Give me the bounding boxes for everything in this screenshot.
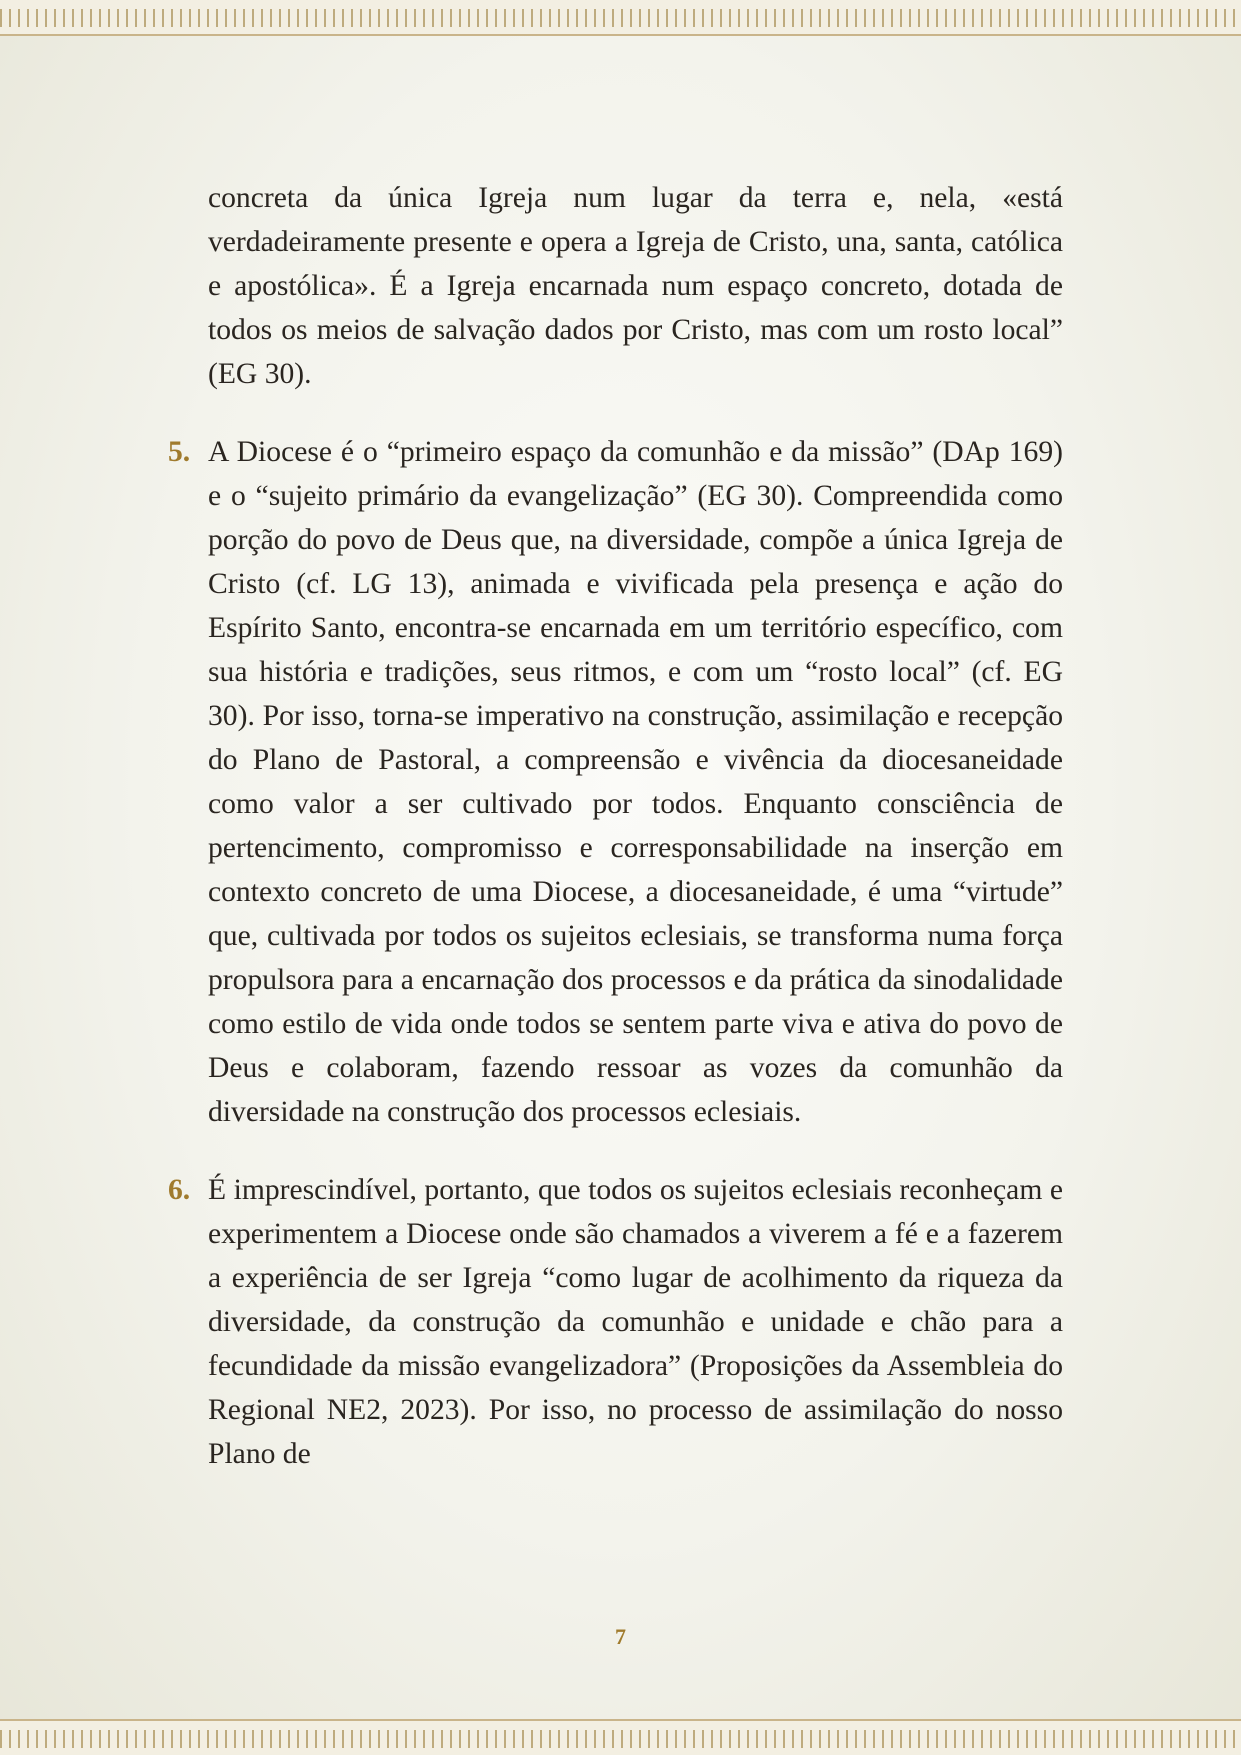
page-body	[0, 146, 1241, 1476]
bottom-border-pattern	[0, 1730, 1241, 1748]
top-decorative-border	[0, 0, 1241, 36]
top-border-pattern	[0, 9, 1241, 27]
paragraph-6-number: 6.	[168, 1173, 191, 1206]
paragraph-6	[168, 1168, 1063, 1476]
paragraph-5-text: A Diocese é o “primeiro espaço da comunhão e da missão” (DAp 169) e o “sujeito primário da evangelização” (EG 30). Compreendida como porção do povo de Deus que, na diversidade, compõe a única Igreja de Cristo (cf. LG 13), animada e vivificada pela presença e ação do Espírito Santo, encontra-se encarnada em um território específico, com sua história e tradições, seus ritmos, e com um “rosto local” (cf. EG 30). Por isso, torna-se imperativo na construção, assimilação e recepção do Plano de Pastoral, a compreensão e vivência da diocesaneidade como valor a ser cultivado por todos. Enquanto consciência de pertencimento, compromisso e corresponsabilidade na inserção em contexto concreto de uma Diocese, a diocesaneidade, é uma “virtude” que, cultivada por todos os sujeitos eclesiais, se transforma numa força propulsora para a encarnação dos processos e da prática da sinodalidade como estilo de vida onde todos se sentem parte viva e ativa do povo de Deus e colaboram, fazendo ressoar as vozes da comunhão da diversidade na construção dos processos eclesiais.	[208, 435, 1063, 1128]
paragraph-6-text: É imprescindível, portanto, que todos os sujeitos eclesiais reconheçam e experimentem a Diocese onde são chamados a viverem a fé e a fazerem a experiência de ser Igreja “como lugar de acolhimento da riqueza da diversidade, da construção da comunhão e unidade e chão para a fecundidade da missão evangelizadora” (Proposições da Assembleia do Regional NE2, 2023). Por isso, no processo de assimilação do nosso Plano de	[208, 1173, 1063, 1470]
paragraph-continued: concreta da única Igreja num lugar da terra e, nela, «está verdadeiramente presente e opera a Igreja de Cristo, una, santa, católica e apostólica». É a Igreja encarnada num espaço concreto, dotada de todos os meios de salvação dados por Cristo, mas com um rosto local” (EG 30).	[208, 181, 1063, 390]
paragraph-5	[168, 430, 1063, 1134]
bottom-decorative-border	[0, 1719, 1241, 1755]
paragraph-5-number: 5.	[168, 435, 191, 468]
page-number: 7	[615, 1624, 626, 1649]
